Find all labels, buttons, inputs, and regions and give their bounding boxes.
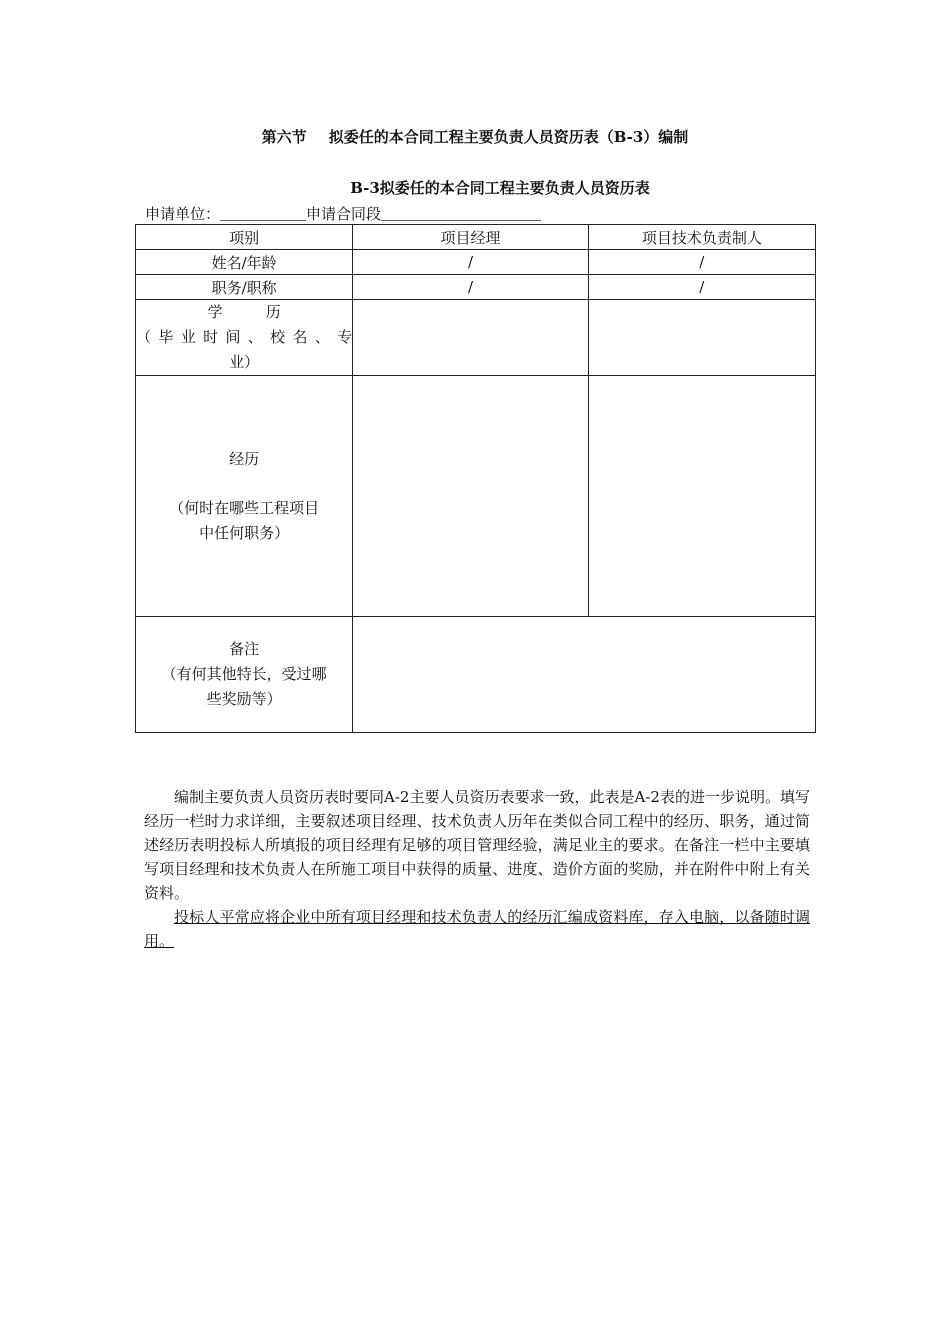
applicant-unit-blank bbox=[220, 210, 306, 221]
education-hint-char: 专 bbox=[337, 328, 353, 346]
cell-pm-experience bbox=[353, 376, 588, 617]
section-number: 第六节 bbox=[261, 128, 307, 146]
section-heading: 拟委任的本合同工程主要负责人员资历表（B-3）编制 bbox=[328, 128, 689, 146]
remarks-label: 备注 bbox=[229, 640, 260, 658]
education-hint-char: 、 bbox=[247, 328, 263, 346]
table-row bbox=[136, 376, 816, 617]
table-row bbox=[136, 250, 816, 275]
instruction-paragraph-1: 编制主要负责人员资历表时要同A-2主要人员资历表要求一致，此表是A-2表的进一步说明。填写经历一栏时力求详细，主要叙述项目经理、技术负责人历年在类似合同工程中的经历、职务，通过简述经历表明投标人所填报的项目经理有足够的项目管理经验，满足业主的要求。在备注一栏中主要填写项目经理和技术负责人在所施工项目中获得的质量、进度、造价方面的奖励，并在附件中附上有关资料。 bbox=[144, 788, 810, 902]
resume-table bbox=[135, 224, 816, 733]
cell-remarks bbox=[353, 617, 816, 733]
instructions bbox=[144, 785, 810, 953]
experience-hint-2: 中任何职务） bbox=[199, 523, 290, 542]
remarks-hint-1: （有何其他特长，受过哪 bbox=[161, 665, 327, 683]
education-hint-char: （ bbox=[136, 328, 152, 346]
experience-hint-1: （何时在哪些工程项目 bbox=[169, 498, 320, 517]
education-hint-char: 、 bbox=[314, 328, 330, 346]
education-hint-char: 校 bbox=[270, 328, 286, 346]
education-label-a: 学 bbox=[207, 303, 223, 321]
cell-pm-position-title: / bbox=[353, 275, 588, 300]
experience-label: 经历 bbox=[229, 449, 260, 468]
table-row bbox=[136, 300, 816, 376]
row-label-experience bbox=[136, 376, 353, 617]
row-label-education bbox=[136, 300, 353, 376]
row-label-position-title: 职务/职称 bbox=[136, 275, 353, 300]
education-hint-end: 业） bbox=[229, 353, 260, 371]
education-hint-char: 间 bbox=[225, 328, 241, 346]
education-label-b: 历 bbox=[265, 303, 281, 321]
education-hint-char: 名 bbox=[292, 328, 308, 346]
row-label-name-age: 姓名/年龄 bbox=[136, 250, 353, 275]
header-technical-lead: 项目技术负责制人 bbox=[588, 225, 815, 250]
cell-tech-education bbox=[588, 300, 815, 376]
table-row bbox=[136, 275, 816, 300]
cell-tech-experience bbox=[588, 376, 815, 617]
section-title bbox=[0, 126, 950, 147]
applicant-unit-label: 申请单位： bbox=[145, 205, 221, 223]
cell-pm-name-age: / bbox=[353, 250, 588, 275]
remarks-hint-2: 些奖励等） bbox=[206, 690, 282, 708]
cell-pm-education bbox=[353, 300, 588, 376]
applicant-line bbox=[145, 203, 541, 224]
education-hint-char: 时 bbox=[203, 328, 219, 346]
table-row bbox=[136, 617, 816, 733]
header-item: 项别 bbox=[136, 225, 353, 250]
header-project-manager: 项目经理 bbox=[353, 225, 588, 250]
table-title: B-3拟委任的本合同工程主要负责人员资历表 bbox=[350, 179, 650, 197]
education-hint-char: 业 bbox=[180, 328, 196, 346]
contract-segment-blank bbox=[381, 210, 541, 221]
education-hint-char: 毕 bbox=[158, 328, 174, 346]
education-hint bbox=[136, 325, 352, 350]
instruction-paragraph-2: 投标人平常应将企业中所有项目经理和技术负责人的经历汇编成资料库，存入电脑，以备随时调用。 bbox=[144, 908, 810, 950]
cell-tech-name-age: / bbox=[588, 250, 815, 275]
contract-segment-label: 申请合同段 bbox=[306, 205, 382, 223]
table-header-row bbox=[136, 225, 816, 250]
cell-tech-position-title: / bbox=[588, 275, 815, 300]
row-label-remarks bbox=[136, 617, 353, 733]
